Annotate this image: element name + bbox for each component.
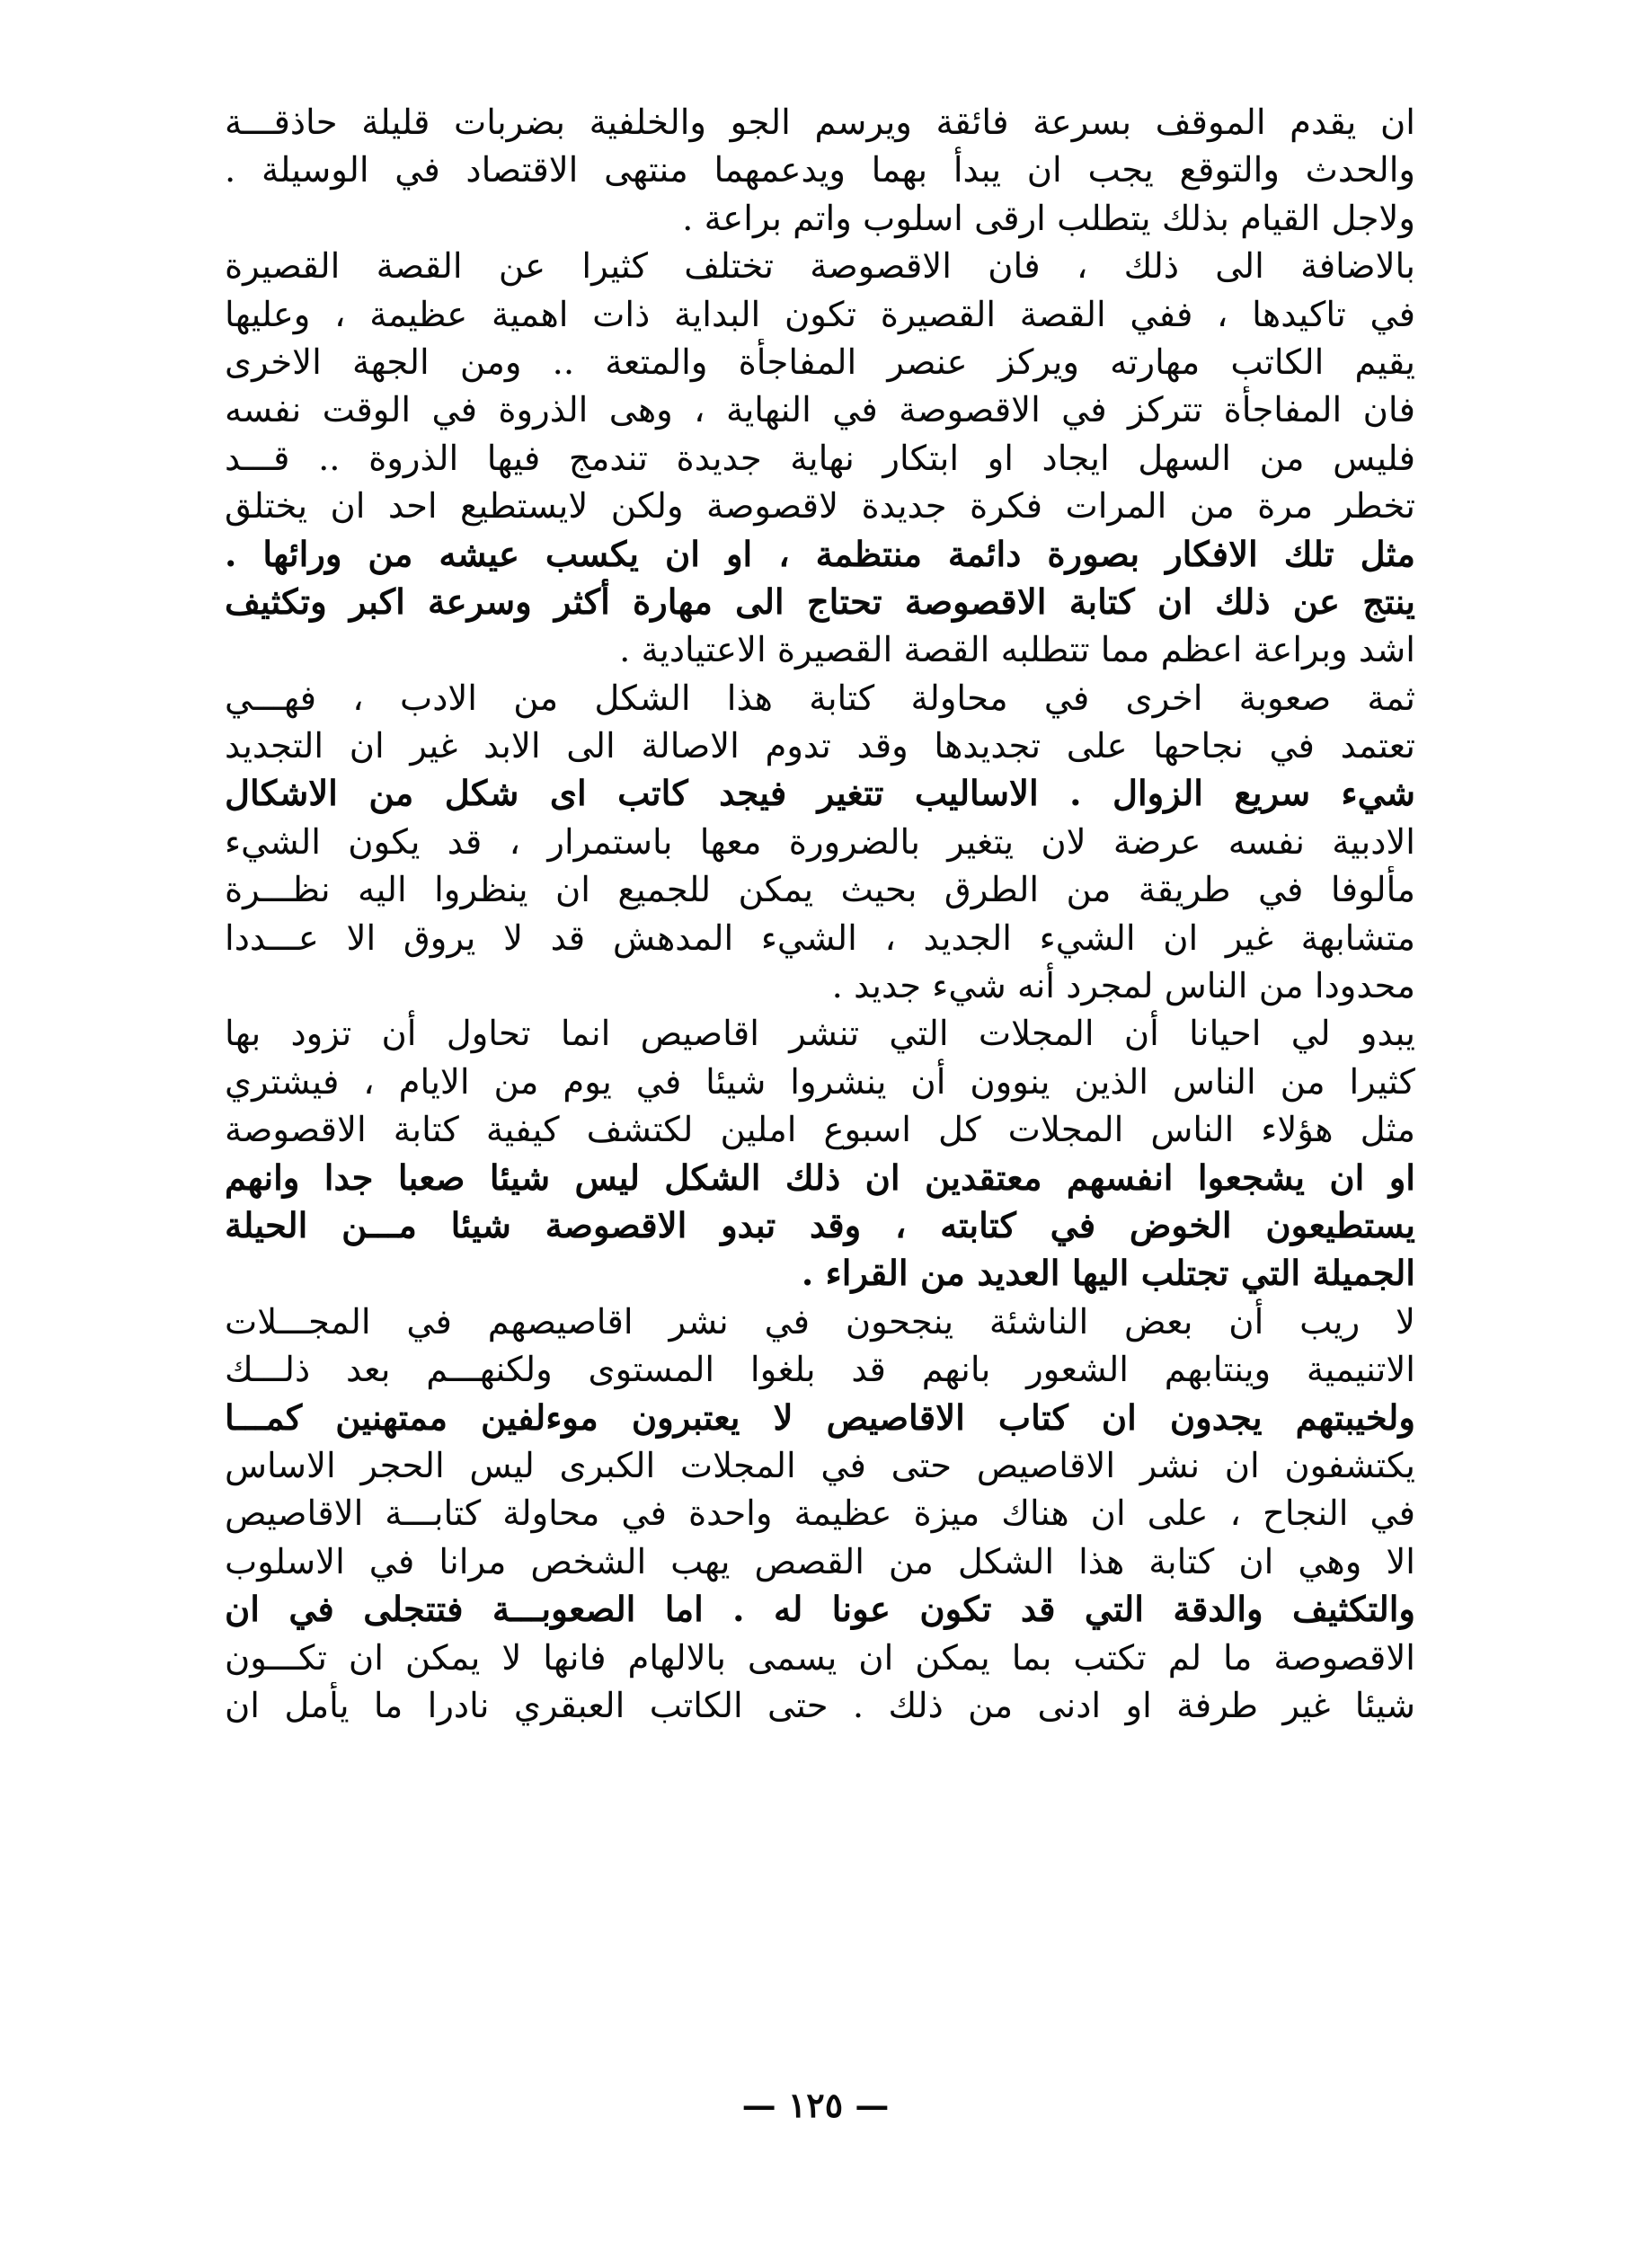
text-line: ثمة صعوبة اخرى في محاولة كتابة هذا الشكل من الادب ، فهـــي: [225, 678, 1415, 719]
text-line: ان يقدم الموقف بسرعة فائقة ويرسم الجو والخلفية بضربات قليلة حاذقـــة: [225, 102, 1415, 143]
text-line: والتكثيف والدقة التي قد تكون عونا له . اما الصعوبـــة فتتجلى في ان: [225, 1590, 1415, 1631]
text-line: يبدو لي احيانا أن المجلات التي تنشر اقاصيص انما تحاول أن تزود بها: [225, 1014, 1415, 1055]
text-line: والحدث والتوقع يجب ان يبدأ بهما ويدعمهما منتهى الاقتصاد في الوسيلة .: [225, 150, 1415, 191]
text-line: في تاكيدها ، ففي القصة القصيرة تكون البداية ذات اهمية عظيمة ، وعليها: [225, 294, 1415, 335]
text-line: ولاجل القيام بذلك يتطلب ارقى اسلوب واتم براعة .: [682, 198, 1415, 239]
text-line: تخطر مرة من المرات فكرة جديدة لاقصوصة ولكن لايستطيع احد ان يختلق: [225, 486, 1415, 527]
text-line: مثل تلك الافكار بصورة دائمة منتظمة ، او ان يكسب عيشه من ورائها .: [225, 534, 1415, 575]
text-line: محدودا من الناس لمجرد أنه شيء جديد .: [831, 966, 1415, 1007]
page-number: — ١٢٥ —: [741, 2085, 890, 2125]
text-line: الاقصوصة ما لم تكتب بما يمكن ان يسمى بالالهام فانها لا يمكن ان تكـــون: [225, 1637, 1415, 1679]
text-line: ينتج عن ذلك ان كتابة الاقصوصة تحتاج الى مهارة أكثر وسرعة اكبر وتكثيف: [225, 581, 1415, 623]
text-line: فليس من السهل ايجاد او ابتكار نهاية جديدة تندمج فيها الذروة .. قـــد: [225, 438, 1415, 479]
text-line: في النجاح ، على ان هناك ميزة عظيمة واحدة في محاولة كتابـــة الاقاصيص: [225, 1493, 1415, 1535]
text-line: تعتمد في نجاحها على تجديدها وقد تدوم الاصالة الى الابد غير ان التجديد: [225, 726, 1415, 767]
text-line: الا وهي ان كتابة هذا الشكل من القصص يهب الشخص مرانا في الاسلوب: [225, 1541, 1415, 1582]
text-line: الجميلة التي تجتلب اليها العديد من القراء .: [801, 1254, 1415, 1295]
text-line: متشابهة غير ان الشيء الجديد ، الشيء المدهش قد لا يروق الا عـــددا: [225, 917, 1415, 959]
text-line: يقيم الكاتب مهارته ويركز عنصر المفاجأة والمتعة .. ومن الجهة الاخرى: [225, 341, 1415, 383]
text-line: بالاضافة الى ذلك ، فان الاقصوصة تختلف كثيرا عن القصة القصيرة: [225, 246, 1415, 288]
text-line: كثيرا من الناس الذين ينوون أن ينشروا شيئا في يوم من الايام ، فيشتري: [225, 1061, 1415, 1103]
text-line: يستطيعون الخوض في كتابته ، وقد تبدو الاقصوصة شيئا مـــن الحيلة: [225, 1205, 1415, 1246]
text-line: مألوفا في طريقة من الطرق بحيث يمكن للجميع ان ينظروا اليه نظـــرة: [225, 870, 1415, 911]
text-line: شيء سريع الزوال . الاساليب تتغير فيجد كاتب اى شكل من الاشكال: [225, 774, 1415, 815]
text-line: الادبية نفسه عرضة لان يتغير بالضرورة معها باستمرار ، قد يكون الشيء: [225, 821, 1415, 863]
text-line: لا ريب أن بعض الناشئة ينجحون في نشر اقاصيصهم في المجـــلات: [225, 1301, 1415, 1342]
text-line: شيئا غير طرفة او ادنى من ذلك . حتى الكاتب العبقري نادرا ما يأمل ان: [225, 1685, 1415, 1726]
text-line: الاتنيمية وينتابهم الشعور بانهم قد بلغوا المستوى ولكنهـــم بعد ذلـــك: [225, 1350, 1415, 1391]
text-line: مثل هؤلاء الناس المجلات كل اسبوع املين لكتشف كيفية كتابة الاقصوصة: [225, 1110, 1415, 1151]
text-line: فان المفاجأة تتركز في الاقصوصة في النهاية ، وهى الذروة في الوقت نفسه: [225, 390, 1415, 431]
text-line: يكتشفون ان نشر الاقاصيص حتى في المجلات الكبرى ليس الحجر الاساس: [225, 1445, 1415, 1486]
text-line: ولخيبتهم يجدون ان كتاب الاقاصيص لا يعتبرون موءلفين ممتهنين كمـــا: [225, 1397, 1415, 1439]
body-text: [225, 99, 1415, 1730]
text-line: او ان يشجعوا انفسهم معتقدين ان ذلك الشكل ليس شيئا صعبا جدا وانهم: [225, 1157, 1415, 1199]
text-line: اشد وبراعة اعظم مما تتطلبه القصة القصيرة الاعتيادية .: [619, 630, 1415, 671]
